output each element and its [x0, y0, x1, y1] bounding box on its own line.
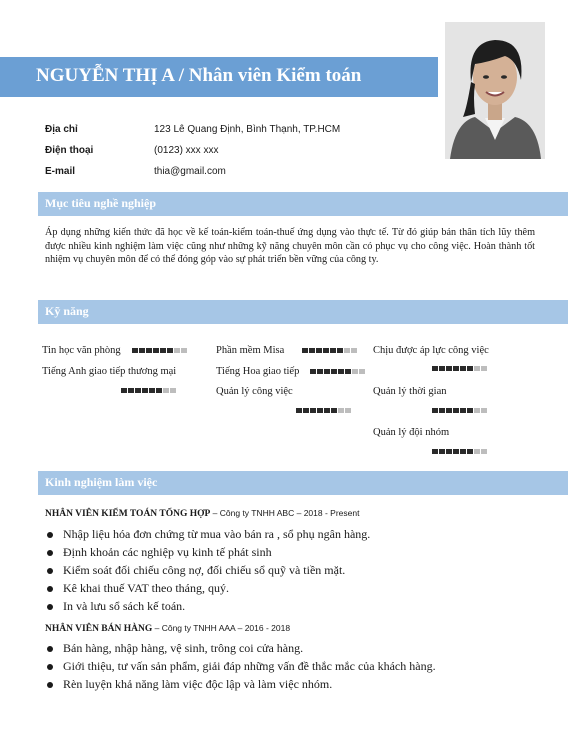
- skill-label: Tiếng Hoa giao tiếp: [216, 366, 300, 377]
- skill-bar-empty: [163, 388, 169, 393]
- job-duties-1: [45, 527, 370, 617]
- section-experience-header: [38, 471, 568, 495]
- skill-bar-empty: [481, 449, 487, 454]
- contact-label: E-mail: [45, 166, 76, 177]
- skill-bar-filled: [167, 348, 173, 353]
- section-title: Kinh nghiệm làm việc: [45, 475, 158, 489]
- skill-bar-filled: [142, 388, 148, 393]
- bullet-icon: [47, 682, 53, 688]
- skill-bar-empty: [344, 348, 350, 353]
- skill-bar-filled: [467, 366, 473, 371]
- skill-level-bars: [432, 408, 488, 413]
- skill-bar-filled: [432, 366, 438, 371]
- duty-text: Rèn luyện khả năng làm việc độc lập và làm việc nhóm.: [63, 677, 333, 691]
- bullet-icon: [47, 664, 53, 670]
- section-skills-header: [38, 300, 568, 324]
- skill-bar-filled: [439, 366, 445, 371]
- skill-item: [216, 345, 284, 356]
- skill-item: [42, 366, 176, 377]
- skill-label: Quản lý đội nhóm: [373, 427, 450, 438]
- skill-bar-filled: [345, 369, 351, 374]
- duty-text: Bán hàng, nhập hàng, vệ sinh, trông coi cửa hàng.: [63, 641, 304, 655]
- skill-bar-filled: [330, 348, 336, 353]
- list-item: [45, 659, 436, 677]
- job-position: NHÂN VIÊN KIỂM TOÁN TỔNG HỢP: [45, 509, 211, 519]
- skill-level-bars: [432, 449, 488, 454]
- skill-bar-filled: [467, 449, 473, 454]
- skill-bar-filled: [453, 366, 459, 371]
- skill-bar-filled: [146, 348, 152, 353]
- skill-label: Chịu được áp lực công việc: [373, 345, 489, 356]
- list-item: [45, 527, 370, 545]
- skill-bar-filled: [160, 348, 166, 353]
- skill-item: [373, 386, 447, 397]
- skill-item: [373, 345, 489, 356]
- skill-bar-filled: [446, 366, 452, 371]
- skill-bar-empty: [474, 366, 480, 371]
- skill-bar-empty: [359, 369, 365, 374]
- skill-bar-filled: [439, 408, 445, 413]
- skill-level-bars: [310, 369, 366, 374]
- list-item: [45, 641, 436, 659]
- skill-bar-empty: [174, 348, 180, 353]
- skill-bar-filled: [296, 408, 302, 413]
- skill-bar-empty: [481, 366, 487, 371]
- skill-label: Quản lý công việc: [216, 386, 293, 397]
- skill-bar-filled: [153, 348, 159, 353]
- skill-bar-filled: [316, 348, 322, 353]
- skill-bar-filled: [156, 388, 162, 393]
- skill-bar-filled: [121, 388, 127, 393]
- profile-photo: [445, 22, 545, 159]
- skill-level-bars: [121, 388, 177, 393]
- skill-bar-filled: [331, 408, 337, 413]
- job-title-1: [45, 508, 359, 519]
- list-item: [45, 581, 370, 599]
- job-duties-2: [45, 641, 436, 695]
- skill-item: [42, 345, 121, 356]
- skill-item: [216, 386, 293, 397]
- skill-bar-empty: [352, 369, 358, 374]
- skill-bar-filled: [460, 449, 466, 454]
- skill-bar-filled: [467, 408, 473, 413]
- skill-bar-filled: [309, 348, 315, 353]
- skill-bar-filled: [302, 348, 308, 353]
- skill-bar-filled: [439, 449, 445, 454]
- skill-bar-filled: [303, 408, 309, 413]
- skill-bar-filled: [337, 348, 343, 353]
- skill-level-bars: [296, 408, 352, 413]
- skill-bar-filled: [331, 369, 337, 374]
- job-position: NHÂN VIÊN BÁN HÀNG: [45, 624, 153, 634]
- skill-bar-filled: [446, 408, 452, 413]
- bullet-icon: [47, 586, 53, 592]
- skill-bar-filled: [453, 449, 459, 454]
- skill-bar-filled: [135, 388, 141, 393]
- skill-item: [373, 427, 449, 438]
- job-title-2: [45, 623, 290, 634]
- bullet-icon: [47, 604, 53, 610]
- skill-bar-filled: [149, 388, 155, 393]
- section-title: Mục tiêu nghề nghiệp: [45, 196, 157, 210]
- skill-label: Tiếng Anh giao tiếp thương mại: [42, 366, 177, 377]
- skill-bar-empty: [181, 348, 187, 353]
- skill-bar-empty: [481, 408, 487, 413]
- skill-bar-filled: [460, 366, 466, 371]
- skill-label: Quản lý thời gian: [373, 386, 447, 397]
- skill-bar-filled: [310, 369, 316, 374]
- skill-bar-filled: [132, 348, 138, 353]
- duty-text: Định khoản các nghiệp vụ kinh tế phát sinh: [63, 545, 272, 559]
- objective-text: Áp dụng những kiến thức đã học về kế toán-kiểm toán-thuế ứng dụng vào thực tế. Từ đó giúp bản thân tích lũy thêm được nhiều kinh nghiệm làm việc cũng như những kỹ năng chuyên môn cần có phục vụ cho công việc. Hoàn thành tốt nhiệm vụ chuyên môn để có thể đóng góp vào sự phát triển bền vững của công ty.: [45, 227, 535, 265]
- section-title: Kỹ năng: [45, 304, 89, 318]
- skill-bar-filled: [128, 388, 134, 393]
- duty-text: Nhập liệu hóa đơn chứng từ mua vào bán ra , sổ phụ ngân hàng.: [63, 527, 371, 541]
- skill-bar-filled: [324, 408, 330, 413]
- skill-level-bars: [132, 348, 188, 353]
- skill-bar-empty: [351, 348, 357, 353]
- contact-label: Địa chỉ: [45, 124, 78, 135]
- duty-text: Giới thiệu, tư vấn sản phẩm, giải đáp những vấn đề thắc mắc của khách hàng.: [63, 659, 436, 673]
- job-meta: – Công ty TNHH AAA – 2016 - 2018: [152, 623, 291, 633]
- contact-value: 123 Lê Quang Định, Bình Thạnh, TP.HCM: [154, 124, 341, 135]
- bullet-icon: [47, 646, 53, 652]
- name-title-banner: [0, 57, 438, 97]
- contact-value: (0123) xxx xxx: [154, 145, 219, 156]
- contact-label: Điện thoại: [45, 145, 94, 156]
- skill-level-bars: [432, 366, 488, 371]
- contact-value: thia@gmail.com: [154, 166, 226, 177]
- skill-label: Phần mềm Misa: [216, 345, 285, 356]
- skill-bar-filled: [446, 449, 452, 454]
- skill-bar-empty: [338, 408, 344, 413]
- skill-label: Tin học văn phòng: [42, 345, 121, 356]
- duty-text: In và lưu sổ sách kế toán.: [63, 599, 186, 613]
- section-objective-header: [38, 192, 568, 216]
- skill-bar-empty: [170, 388, 176, 393]
- skill-bar-filled: [324, 369, 330, 374]
- skill-bar-filled: [453, 408, 459, 413]
- list-item: [45, 677, 436, 695]
- skill-bar-filled: [432, 449, 438, 454]
- skill-bar-filled: [139, 348, 145, 353]
- list-item: [45, 563, 370, 581]
- skill-bar-empty: [474, 449, 480, 454]
- duty-text: Kê khai thuế VAT theo tháng, quý.: [63, 581, 229, 595]
- skill-bar-empty: [474, 408, 480, 413]
- bullet-icon: [47, 550, 53, 556]
- skill-bar-filled: [317, 369, 323, 374]
- duty-text: Kiểm soát đối chiếu công nợ, đối chiếu sổ quỹ và tiền mặt.: [63, 563, 346, 577]
- skill-bar-empty: [345, 408, 351, 413]
- skill-bar-filled: [432, 408, 438, 413]
- bullet-icon: [47, 568, 53, 574]
- skill-bar-filled: [317, 408, 323, 413]
- skill-bar-filled: [310, 408, 316, 413]
- list-item: [45, 599, 370, 617]
- list-item: [45, 545, 370, 563]
- skill-level-bars: [302, 348, 358, 353]
- skill-bar-filled: [460, 408, 466, 413]
- job-meta: – Công ty TNHH ABC – 2018 - Present: [210, 508, 360, 518]
- name-title: NGUYỄN THỊ A / Nhân viên Kiểm toán: [36, 65, 362, 86]
- bullet-icon: [47, 532, 53, 538]
- skill-bar-filled: [338, 369, 344, 374]
- skill-bar-filled: [323, 348, 329, 353]
- skill-item: [216, 366, 299, 377]
